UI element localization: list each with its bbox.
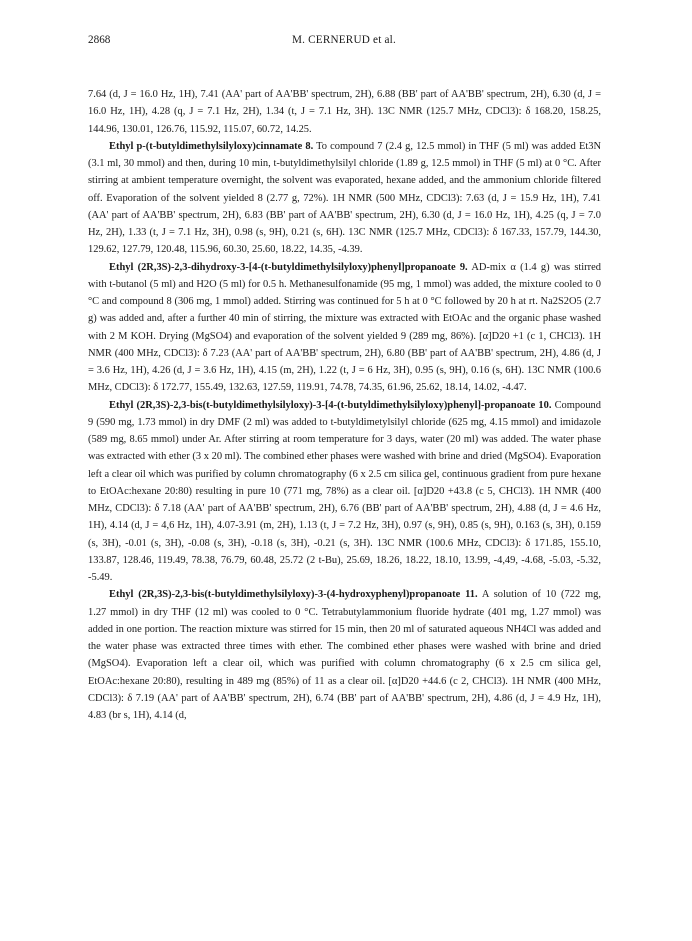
compound-heading: Ethyl p-(t-butyldimethylsilyloxy)cinnamate 8. <box>109 140 314 152</box>
compound-heading: Ethyl (2R,3S)-2,3-bis(t-butyldimethylsilyloxy)-3-[4-(t-butyldimethylsilyloxy)phenyl]-propanoate 10. <box>109 399 552 411</box>
paragraph-compound-8: Ethyl p-(t-butyldimethylsilyloxy)cinnamate 8. To compound 7 (2.4 g, 12.5 mmol) in THF (5 ml) was added Et3N (3.1 ml, 30 mmol) and then, during 10 min, t-butyldimethylsilyl chloride (1.89 g, 12.5 mmol) in THF (5 ml) at 0 °C. After stirring at ambient temperature overnight, the solvent was evaporated, hexane added, and the ammonium chloride filtered off. Evaporation of the solvent yielded 8 (2.77 g, 72%). 1H NMR (500 MHz, CDCl3): 7.63 (d, J = 15.9 Hz, 1H), 7.41 (AA' part of AA'BB' spectrum, 2H), 6.83 (BB' part of AA'BB' spectrum, 2H), 6.30 (d, J = 16.0 Hz, 1H), 4.25 (q, J = 7.0 Hz, 2H), 1.33 (t, J = 7.1 Hz, 3H), 0.98 (s, 9H), 0.21 (s, 6H). 13C NMR (125.7 MHz, CDCl3): δ 167.33, 157.79, 144.30, 129.62, 127.79, 120.48, 115.96, 60.30, 25.60, 18.22, 14.35, -4.39. <box>88 140 601 256</box>
compound-heading: Ethyl (2R,3S)-2,3-dihydroxy-3-[4-(t-butyldimethylsilyloxy)phenyl]propanoate 9. <box>109 261 468 273</box>
compound-heading: Ethyl (2R,3S)-2,3-bis(t-butyldimethylsilyloxy)-3-(4-hydroxyphenyl)propanoate 11. <box>109 589 478 601</box>
experimental-text <box>88 86 601 724</box>
page-number: 2868 <box>88 34 111 46</box>
paragraph-compound-11: Ethyl (2R,3S)-2,3-bis(t-butyldimethylsilyloxy)-3-(4-hydroxyphenyl)propanoate 11. A solution of 10 (722 mg, 1.27 mmol) in dry THF (12 ml) was cooled to 0 °C. Tetrabutylammonium fluoride hydrate (401 mg, 1.27 mmol) was added in one portion. The reaction mixture was stirred for 15 min, then 20 ml of saturated aqueous NH4Cl was added and the water phase was extracted three times with ether. The combined ether phases were washed with brine and dried (MgSO4). Evaporation left a clear oil, which was purified with column chromatography (6 x 2.5 cm silica gel, EtOAc:hexane 20:80), resulting in 489 mg (85%) of 11 as a clear oil. [α]D20 +44.6 (c 2, CHCl3). 1H NMR (400 MHz, CDCl3): δ 7.19 (AA' part of AA'BB' spectrum, 2H), 6.74 (BB' part of AA'BB' spectrum, 2H), 4.86 (d, J = 4.9 Hz, 1H), 4.83 (br s, 1H), 4.14 (d, <box>88 589 601 721</box>
paragraph-compound-9: Ethyl (2R,3S)-2,3-dihydroxy-3-[4-(t-butyldimethylsilyloxy)phenyl]propanoate 9. AD-mix α (1.4 g) was stirred with t-butanol (5 ml) and H2O (5 ml) for 0.5 h. Methanesulfonamide (95 mg, 1 mmol) was added, the mixture cooled to 0 °C and compound 8 (306 mg, 1 mmol) added. Stirring was continued for 5 h at 0 °C followed by 20 h at rt. Na2S2O5 (2.7 g) was added and, after a further 40 min of stirring, the mixture was extracted with EtOAc and the organic phase washed with 2 M KOH. Drying (MgSO4) and evaporation of the solvent yielded 9 (289 mg, 86%). [α]D20 +1 (c 1, CHCl3). 1H NMR (400 MHz, CDCl3): δ 7.23 (AA' part of AA'BB' spectrum, 2H), 6.80 (BB' part of AA'BB' spectrum, 2H), 4.86 (d, J = 3.6 Hz, 1H), 4.26 (d, J = 3.6 Hz, 1H), 4.15 (m, 2H), 1.22 (t, J = 6 Hz, 3H), 0.95 (s, 9H), 0.16 (s, 6H). 13C NMR (100.6 MHz, CDCl3): δ 172.77, 155.49, 132.63, 127.59, 119.91, 74.78, 74.35, 61.96, 25.62, 18.14, 14.02, -4.47. <box>88 261 601 394</box>
page-header <box>88 34 600 50</box>
paragraph-nmr-continuation: 7.64 (d, J = 16.0 Hz, 1H), 7.41 (AA' part of AA'BB' spectrum, 2H), 6.88 (BB' part of AA'BB' spectrum, 2H), 6.30 (d, J = 16.0 Hz, 1H), 4.28 (q, J = 7.1 Hz, 2H), 1.34 (t, J = 7.1 Hz, 3H). 13C NMR (125.7 MHz, CDCl3): δ 168.20, 158.25, 144.96, 130.01, 126.76, 115.92, 115.07, 60.72, 14.25. <box>88 89 601 135</box>
running-head: M. CERNERUD et al. <box>292 34 396 46</box>
paragraph-compound-10: Ethyl (2R,3S)-2,3-bis(t-butyldimethylsilyloxy)-3-[4-(t-butyldimethylsilyloxy)phenyl]-propanoate 10. Compound 9 (590 mg, 1.73 mmol) in dry DMF (2 ml) was added to t-butyldimetylsilyl chloride (625 mg, 4.15 mmol) and imidazole (589 mg, 8.65 mmol) under Ar. After stirring at room temperature for 3 days, water (20 ml) was added. The water phase was extracted with ether (3 x 20 ml). The combined ether phases were washed with brine and dried (MgSO4). Evaporation left a clear oil which was purified by column chromatography (6 x 2.5 cm silica gel, continuous gradient from pure hexane to EtOAc:hexane 20:80) resulting in pure 10 (771 mg, 78%) as a clear oil. [α]D20 +43.8 (c 5, CHCl3). 1H NMR (400 MHz, CDCl3): δ 7.18 (AA' part of AA'BB' spectrum, 2H), 6.76 (BB' part of AA'BB' spectrum, 2H), 4.88 (d, J = 4.6 Hz, 1H), 4.14 (d, J = 4,6 Hz, 1H), 4.07-3.91 (m, 2H), 1.13 (t, J = 7.2 Hz, 3H), 0.97 (s, 9H), 0.85 (s, 9H), 0.163 (s, 3H), 0.159 (s, 3H), -0.01 (s, 3H), -0.08 (s, 3H), -0.18 (s, 3H), -0.21 (s, 3H). 13C NMR (100.6 MHz, CDCl3): δ 171.85, 155.10, 133.87, 128.46, 119.49, 78.38, 76.79, 60.48, 25.72 (2 t-Bu), 25.69, 18.26, 18.22, 18.10, 13.99, -4,49, -4.68, -5.03, -5.32, -5.49. <box>88 399 601 583</box>
